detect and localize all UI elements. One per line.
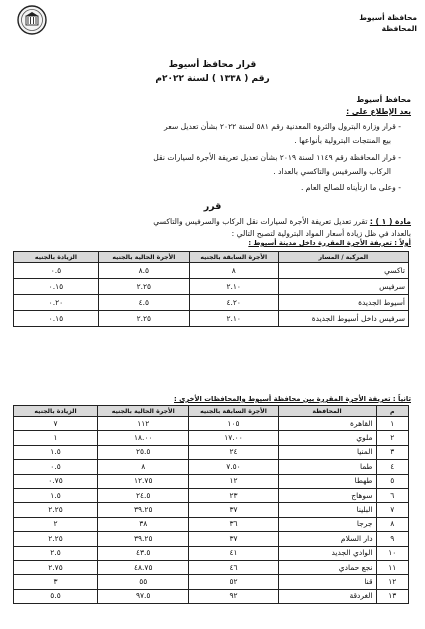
table-cell: ٢٤.٥ bbox=[98, 488, 189, 502]
table-row bbox=[14, 503, 409, 517]
table-row bbox=[14, 560, 409, 574]
table-cell: ٤٦ bbox=[189, 560, 278, 574]
table-row bbox=[14, 445, 409, 459]
table-row bbox=[14, 474, 409, 488]
after-review-label: بعد الإطلاع على : bbox=[346, 107, 411, 116]
article-label: مادة ( ١ ) : bbox=[369, 217, 411, 226]
table-row bbox=[14, 311, 409, 327]
table-cell: ١٢ bbox=[189, 474, 278, 488]
column-header: الأجرة السابقة بالجنيه bbox=[189, 252, 278, 263]
table-cell: ٤٣.٥ bbox=[98, 546, 189, 560]
column-header: الأجرة السابقة بالجنيه bbox=[189, 406, 278, 417]
table-cell: دار السلام bbox=[278, 532, 376, 546]
table-cell: جرجا bbox=[278, 517, 376, 531]
table-row bbox=[14, 460, 409, 474]
table-cell: ١ bbox=[14, 431, 98, 445]
table-cell: ٢٤ bbox=[189, 445, 278, 459]
table-row bbox=[14, 575, 409, 589]
column-header: م bbox=[376, 406, 408, 417]
article-line bbox=[153, 217, 411, 226]
table-row bbox=[14, 417, 409, 431]
clause-line: - وعلى ما ارتأيناه للصالح العام . bbox=[300, 183, 401, 192]
table-cell: قنا bbox=[278, 575, 376, 589]
table-cell: ٢.٢٥ bbox=[14, 503, 98, 517]
column-header: الزيادة بالجنيه bbox=[14, 252, 99, 263]
table-cell: ٣٧ bbox=[189, 503, 278, 517]
table-cell: ٤ bbox=[376, 460, 408, 474]
intra-city-fare-table bbox=[13, 251, 409, 327]
table-cell: ٥٢ bbox=[189, 575, 278, 589]
decision-number: رقم ( ١٣٣٨ ) لسنة ٢٠٢٢م bbox=[155, 74, 270, 84]
table-cell: ٢.٢٥ bbox=[98, 311, 189, 327]
table-cell: ١٨.٠٠ bbox=[98, 431, 189, 445]
table-cell: طهطا bbox=[278, 474, 376, 488]
table-cell: سرفيس bbox=[278, 279, 408, 295]
table-cell: الوادي الجديد bbox=[278, 546, 376, 560]
inter-governorate-fare-table bbox=[13, 405, 409, 604]
table-cell: ١.٥ bbox=[14, 445, 98, 459]
table-cell: ١٧.٠٠ bbox=[189, 431, 278, 445]
table-cell: ٤٨.٧٥ bbox=[98, 560, 189, 574]
table-row bbox=[14, 589, 409, 603]
table-cell: ٤.٢٠ bbox=[189, 295, 278, 311]
table-cell: ٩٢ bbox=[189, 589, 278, 603]
column-header: الزيادة بالجنيه bbox=[14, 406, 98, 417]
table-cell: ٢.٢٥ bbox=[14, 532, 98, 546]
table-cell: ٩ bbox=[376, 532, 408, 546]
table-cell: ٢.٥ bbox=[14, 546, 98, 560]
table-row bbox=[14, 488, 409, 502]
table-cell: ٢.٧٥ bbox=[14, 560, 98, 574]
table-cell: ٠.١٥ bbox=[14, 279, 99, 295]
governorate-office: المحافظة bbox=[381, 24, 417, 33]
table-cell: ٤١ bbox=[189, 546, 278, 560]
table-cell: القاهرة bbox=[278, 417, 376, 431]
section2-title: ثانياً : تعريفة الأجرة المقررة بين محافظة أسيوط والمحافظات الأخرى : bbox=[174, 395, 411, 403]
table-cell: ٨.٥ bbox=[98, 263, 189, 279]
table-cell: ٢٣ bbox=[189, 488, 278, 502]
table-cell: المنيا bbox=[278, 445, 376, 459]
table-cell: ٠.٧٥ bbox=[14, 474, 98, 488]
table-cell: ٣٩.٢٥ bbox=[98, 532, 189, 546]
governorate-name: محافظة أسيوط bbox=[359, 13, 417, 22]
table-cell: ٢٥.٥ bbox=[98, 445, 189, 459]
table-cell: ٢.١٠ bbox=[189, 279, 278, 295]
table-cell: ٢.١٠ bbox=[189, 311, 278, 327]
table-cell: ٦ bbox=[376, 488, 408, 502]
table-cell: سوهاج bbox=[278, 488, 376, 502]
table-cell: ٠.٢٠ bbox=[14, 295, 99, 311]
table-cell: ٨ bbox=[98, 460, 189, 474]
column-header: المحافظة bbox=[278, 406, 376, 417]
table-header-row bbox=[14, 252, 409, 263]
table-cell: ١٠ bbox=[376, 546, 408, 560]
clause-line: - قرار المحافظة رقم ١١٤٩ لسنة ٢٠١٩ بشأن تعديل تعريفة الأجرة لسيارات نقل bbox=[153, 153, 401, 162]
governor-label: محافظ أسيوط bbox=[356, 95, 411, 104]
column-header: المركبة / المسار bbox=[278, 252, 408, 263]
section1-title: أولاً : تعريفة الأجرة المقررة داخل مدينة أسيوط : bbox=[248, 239, 411, 247]
table-row bbox=[14, 431, 409, 445]
table-cell: ٣ bbox=[376, 445, 408, 459]
table-cell: ٠.٥ bbox=[14, 460, 98, 474]
table-row bbox=[14, 263, 409, 279]
table-row bbox=[14, 532, 409, 546]
decide-heading: قرر bbox=[203, 201, 222, 212]
table-cell: ٧ bbox=[376, 503, 408, 517]
table-cell: البلينا bbox=[278, 503, 376, 517]
table-cell: ١٠٥ bbox=[189, 417, 278, 431]
table-cell: ٥٥ bbox=[98, 575, 189, 589]
table-row bbox=[14, 546, 409, 560]
table-cell: ١٣ bbox=[376, 589, 408, 603]
table-cell: ١١ bbox=[376, 560, 408, 574]
table-cell: ٣٧ bbox=[189, 532, 278, 546]
governorate-emblem-icon bbox=[17, 5, 47, 35]
table-cell: الغردقة bbox=[278, 589, 376, 603]
clause-line: بيع المنتجات البترولية بأنواعها . bbox=[294, 136, 391, 145]
table-cell: ١٢ bbox=[376, 575, 408, 589]
table-row bbox=[14, 517, 409, 531]
table-cell: ملوي bbox=[278, 431, 376, 445]
table-cell: ١١٢ bbox=[98, 417, 189, 431]
table-cell: ٣٦ bbox=[189, 517, 278, 531]
table-cell: ٠.٥ bbox=[14, 263, 99, 279]
table-cell: ٧ bbox=[14, 417, 98, 431]
table-cell: ٥.٥ bbox=[14, 589, 98, 603]
table-row bbox=[14, 279, 409, 295]
table-cell: ١ bbox=[376, 417, 408, 431]
table-cell: ٣٨ bbox=[98, 517, 189, 531]
article-text-continued: بالعداد في ظل زيادة أسعار المواد البترولية لتصبح التالي : bbox=[231, 229, 411, 238]
table-header-row bbox=[14, 406, 409, 417]
table-cell: ٤.٥ bbox=[98, 295, 189, 311]
table-cell: ٣٩.٢٥ bbox=[98, 503, 189, 517]
article-text: تقرر تعديل تعريفة الأجرة لسيارات نقل الركاب والسرفيس والتاكسي bbox=[153, 217, 368, 226]
table-cell: ١.٥ bbox=[14, 488, 98, 502]
governorate-header bbox=[359, 12, 417, 34]
table-cell: ١٢.٧٥ bbox=[98, 474, 189, 488]
table-cell: تاكسي bbox=[278, 263, 408, 279]
clause-line: - قرار وزارة البترول والثروة المعدنية رقم ٥٨١ لسنة ٢٠٢٢ بشأن تعديل سعر bbox=[164, 122, 401, 131]
table-cell: ٢.٢٥ bbox=[98, 279, 189, 295]
table-cell: طما bbox=[278, 460, 376, 474]
table-cell: ٩٧.٥ bbox=[98, 589, 189, 603]
table-cell: نجع حمادي bbox=[278, 560, 376, 574]
decision-title: قرار محافظ أسيوط bbox=[168, 60, 257, 70]
table-cell: ٠.١٥ bbox=[14, 311, 99, 327]
column-header: الأجرة الحالية بالجنيه bbox=[98, 252, 189, 263]
table-cell: ٥ bbox=[376, 474, 408, 488]
table-cell: ٣ bbox=[14, 575, 98, 589]
clause-line: الركاب والسرفيس والتاكسي بالعداد . bbox=[273, 167, 391, 176]
table-cell: أسيوط الجديدة bbox=[278, 295, 408, 311]
table-cell: ٨ bbox=[189, 263, 278, 279]
table-cell: سرفيس داخل أسيوط الجديدة bbox=[278, 311, 408, 327]
table-row bbox=[14, 295, 409, 311]
table-cell: ٧.٥٠ bbox=[189, 460, 278, 474]
table-cell: ٢ bbox=[376, 431, 408, 445]
table-cell: ٨ bbox=[376, 517, 408, 531]
table-cell: ٢ bbox=[14, 517, 98, 531]
column-header: الأجرة الحالية بالجنيه bbox=[98, 406, 189, 417]
